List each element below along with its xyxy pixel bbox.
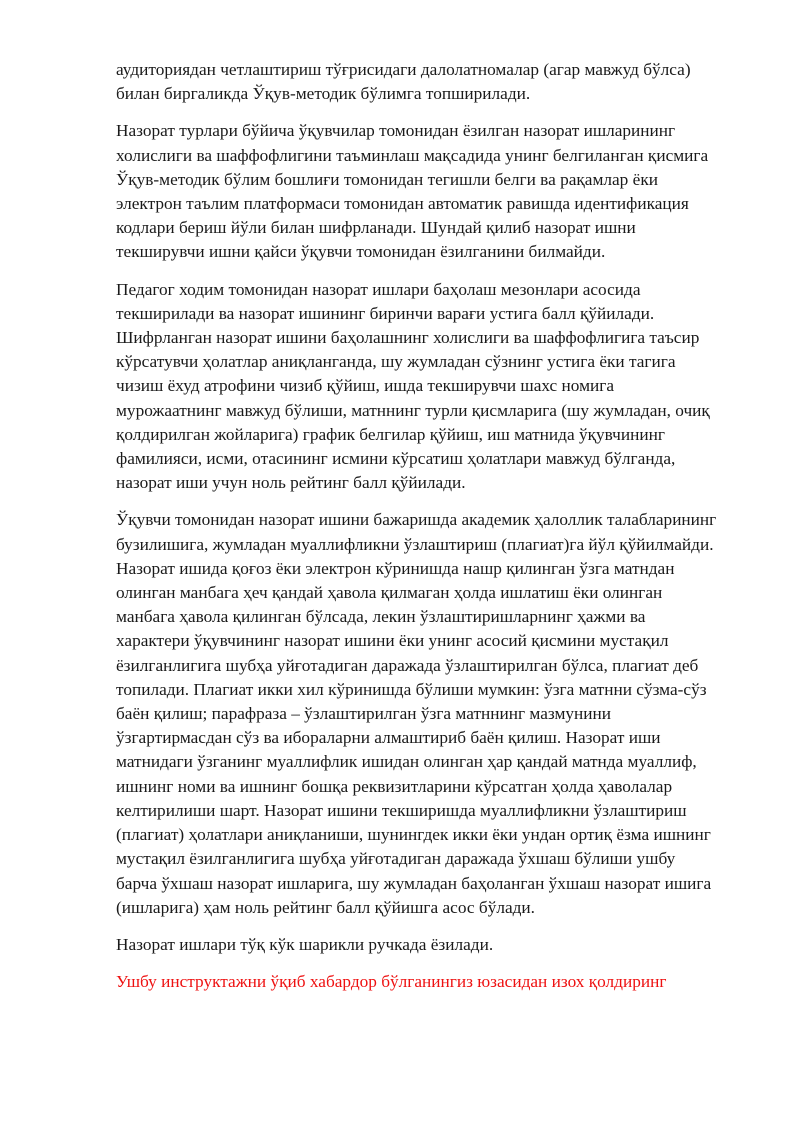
text-line: Ўқув-методик бўлим бошлиғи томонидан тегишли белги ва рақамлар ёки	[116, 169, 658, 189]
text-line: Назорат ишида қоғоз ёки электрон кўринишда нашр қилинган ўзга матндан	[116, 558, 675, 578]
text-line: қолдирилган жойларига) график белгилар қўйиш, иш матнида ўқувчининг	[116, 424, 665, 444]
text-line: бузилишига, жумладан муаллифликни ўзлаштириш (плагиат)га йўл қўйилмайди.	[116, 534, 714, 554]
text-line: (плагиат) ҳолатлари аниқланиши, шунингдек икки ёки ундан ортиқ ёзма ишнинг	[116, 825, 711, 845]
text-line: топилади. Плагиат икки хил кўринишда бўлиши мумкин: ўзга матнни сўзма-сўз	[116, 679, 707, 699]
paragraph-submission	[116, 58, 776, 106]
text-line: билан биргаликда Ўқув-методик бўлимга топширилади.	[116, 84, 531, 104]
text-line: кўрсатувчи ҳолатлар аниқланганда, шу жумладан сўзнинг устига ёки тагига	[116, 352, 676, 372]
text-line: ўзгартирмасдан сўз ва ибораларни алмаштириб баён қилиш. Назорат иши	[116, 728, 661, 748]
text-line: ёзилганлигига шубҳа уйғотадиган даражада ўзлаштирилган бўлса, плагиат деб	[116, 655, 699, 675]
text-line: чизиш ёхуд атрофини чизиб қўйиш, ишда текширувчи шахс номига	[116, 376, 615, 396]
text-line: барча ўхшаш назорат ишларига, шу жумладан баҳоланган ўхшаш назорат ишига	[116, 873, 712, 893]
text-line: Назорат турлари бўйича ўқувчилар томонидан ёзилган назорат ишларининг	[116, 121, 676, 141]
paragraph-encryption	[116, 119, 776, 264]
text-line: манбага ҳавола қилинган бўлсада, лекин ўзлаштиришларнинг ҳажми ва	[116, 607, 646, 627]
text-line: электрон таълим платформаси томонидан автоматик равишда идентификация	[116, 194, 689, 214]
paragraph-plagiarism	[116, 508, 776, 919]
paragraph-grading	[116, 278, 776, 496]
text-line: холислиги ва шаффофлигини таъминлаш мақсадида унинг белгиланган қисмига	[116, 145, 709, 165]
text-line: текширувчи ишни қайси ўқувчи томонидан ёзилганини билмайди.	[116, 242, 606, 262]
text-line: баён қилиш; парафраза – ўзлаштирилган ўзга матннинг мазмунини	[116, 704, 612, 724]
text-line: характери ўқувчининг назорат ишини ёки унинг асосий қисмини мустақил	[116, 631, 669, 651]
text-line: Шифрланган назорат ишини баҳолашнинг холислиги ва шаффофлигига таъсир	[116, 328, 700, 348]
text-line: назорат иши учун ноль рейтинг балл қўйилади.	[116, 473, 466, 493]
text-line: Ўқувчи томонидан назорат ишини бажаришда академик ҳалоллик талабларининг	[116, 510, 717, 530]
text-line: Педагог ходим томонидан назорат ишлари баҳолаш мезонлари асосида	[116, 279, 641, 299]
text-line: келтирилиши шарт. Назорат ишини текширишда муаллифликни ўзлаштириш	[116, 800, 687, 820]
text-line: мустақил ёзилганлигига шубҳа уйғотадиган даражада ўхшаш бўлиши ушбу	[116, 849, 676, 869]
text-line: мурожаатнинг мавжуд бўлиши, матннинг турли қисмларига (шу жумладан, очиқ	[116, 400, 710, 420]
text-line: текширилади ва назорат ишининг биринчи варағи устига балл қўйилади.	[116, 303, 655, 323]
text-line: аудиториядан четлаштириш тўғрисидаги далолатномалар (агар мавжуд бўлса)	[116, 60, 691, 79]
text-line: ишнинг номи ва ишнинг бошқа реквизитларини кўрсатган ҳолда ҳаволалар	[116, 776, 673, 796]
paragraph-pen	[116, 933, 776, 957]
instruction-notice	[116, 970, 776, 994]
text-line: олинган манбага ҳеч қандай ҳавола қилмаган ҳолда ишлатиш ёки олинган	[116, 583, 663, 603]
text-line: фамилияси, исми, отасининг исмини кўрсатиш ҳолатлари мавжуд бўлганда,	[116, 449, 676, 469]
document-page	[116, 58, 776, 1007]
text-line: Назорат ишлари тўқ кўк шарикли ручкада ёзилади.	[116, 934, 494, 954]
text-line: матнидаги ўзганинг муаллифлик ишидан олинган ҳар қандай матнда муаллиф,	[116, 752, 697, 772]
text-line: Ушбу инструктажни ўқиб хабардор бўлганингиз юзасидан изох қолдиринг	[116, 972, 667, 992]
text-line: (ишларига) ҳам ноль рейтинг балл қўйишга асос бўлади.	[116, 897, 535, 917]
text-line: кодлари бериш йўли билан шифрланади. Шундай қилиб назорат ишни	[116, 218, 636, 238]
